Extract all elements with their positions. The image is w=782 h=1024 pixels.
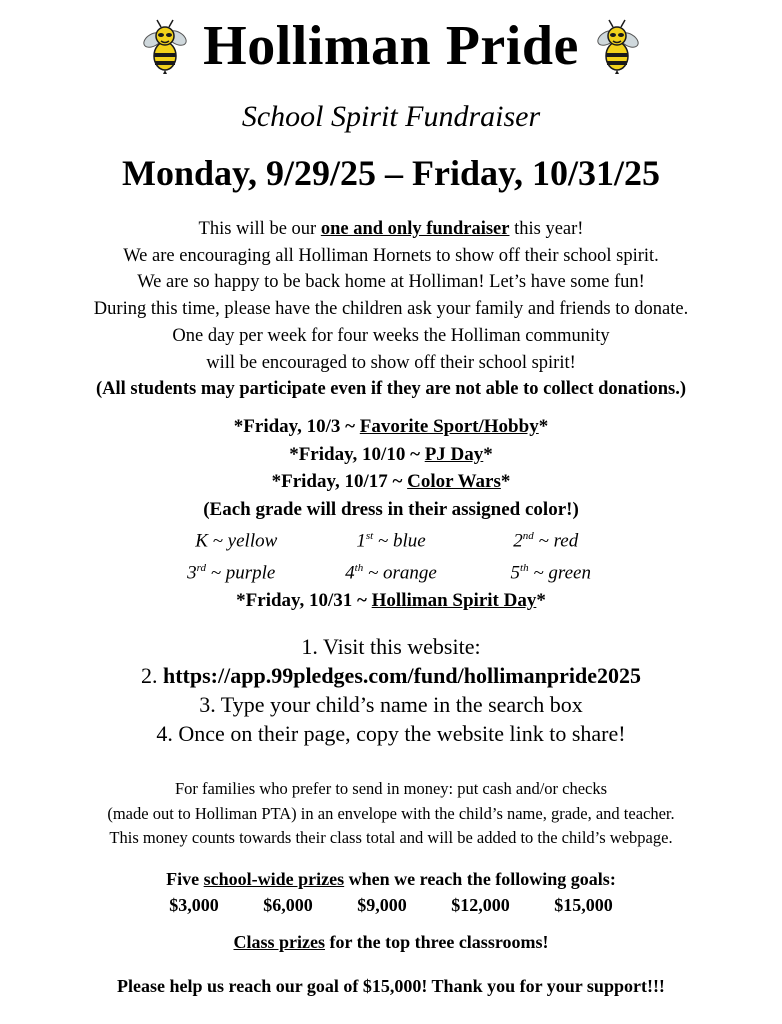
grade-colors-row-2 — [0, 555, 782, 587]
intro-line-6: will be encouraged to show off their school spirit! — [206, 352, 576, 373]
intro-line-5: One day per week for four weeks the Holliman community — [172, 325, 610, 346]
subtitle: School Spirit Fundraiser — [241, 100, 541, 133]
step-2: 2. https://app.99pledges.com/fund/hollimanpride2025 — [141, 663, 641, 688]
closing-message: Please help us reach our goal of $15,000! Thank you for your support!!! — [117, 976, 665, 996]
step-4: 4. Once on their page, copy the website link to share! — [156, 721, 626, 746]
spirit-day-theme: PJ Day — [424, 443, 484, 465]
intro-paragraph — [0, 216, 782, 403]
spirit-day-item: *Friday, 10/3 ~ Favorite Sport/Hobby* — [233, 416, 549, 437]
grade-colors-row-1 — [0, 523, 782, 555]
goal-amount: $3,000 — [169, 895, 219, 915]
hornet-mascot-right-icon — [593, 18, 643, 74]
grade-color-item: 2nd ~ red — [513, 530, 579, 552]
participation-note: (All students may participate even if they are not able to collect donations.) — [95, 379, 687, 400]
fundraiser-dates: Monday, 9/29/25 – Friday, 10/31/25 — [121, 153, 661, 193]
prize-goal-amounts — [0, 892, 782, 918]
spirit-day-theme: Favorite Sport/Hobby — [359, 416, 539, 437]
spirit-day-theme: Holliman Spirit Day — [371, 589, 537, 611]
goal-amount: $12,000 — [451, 895, 510, 915]
intro-line-1: This will be our one and only fundraiser this year! — [198, 219, 584, 239]
one-and-only-emphasis: one and only fundraiser — [320, 219, 510, 239]
goal-amount: $15,000 — [554, 895, 613, 915]
goal-amount: $9,000 — [357, 895, 407, 915]
prizes-heading: Five school-wide prizes when we reach the following goals: — [166, 869, 616, 889]
hornet-mascot-left-icon — [139, 18, 189, 74]
grade-color-item: K ~ yellow — [195, 530, 278, 552]
grade-color-item: 5th ~ green — [510, 561, 591, 584]
spirit-day-item: *Friday, 10/17 ~ Color Wars* — [271, 471, 511, 492]
grade-color-item: 4th ~ orange — [345, 561, 437, 584]
spirit-days-list — [0, 413, 782, 614]
step-1: 1. Visit this website: — [301, 634, 481, 659]
school-wide-prizes — [0, 866, 782, 918]
cash-check-instructions: For families who prefer to send in money: put cash and/or checks (made out to Holliman PTA) in an envelope with the child’s name, grade, and teacher. This money counts towards their class total and will be added to the child’s webpage. — [107, 779, 675, 847]
grade-color-item: 1st ~ blue — [356, 530, 426, 552]
intro-line-3: We are so happy to be back home at Holliman! Let’s have some fun! — [137, 272, 645, 293]
fundraiser-url-link[interactable]: https://app.99pledges.com/fund/hollimanpride2025 — [163, 663, 641, 688]
spirit-day-theme: Color Wars — [407, 471, 501, 492]
spirit-day-item: *Friday, 10/31 ~ Holliman Spirit Day* — [236, 589, 546, 611]
step-3: 3. Type your child’s name in the search box — [199, 692, 583, 717]
grade-color-item: 3rd ~ purple — [187, 561, 276, 584]
class-prizes-note: Class prizes for the top three classrooms! — [233, 932, 549, 952]
intro-line-2: We are encouraging all Holliman Hornets to show off their school spirit. — [123, 245, 659, 266]
page-title: Holliman Pride — [203, 15, 579, 77]
spirit-day-item: *Friday, 10/10 ~ PJ Day* — [289, 443, 493, 465]
color-wars-note: (Each grade will dress in their assigned color!) — [203, 498, 579, 520]
title-row — [0, 10, 782, 82]
donation-steps — [0, 632, 782, 748]
goal-amount: $6,000 — [263, 895, 313, 915]
intro-line-4: During this time, please have the children ask your family and friends to donate. — [93, 299, 689, 320]
